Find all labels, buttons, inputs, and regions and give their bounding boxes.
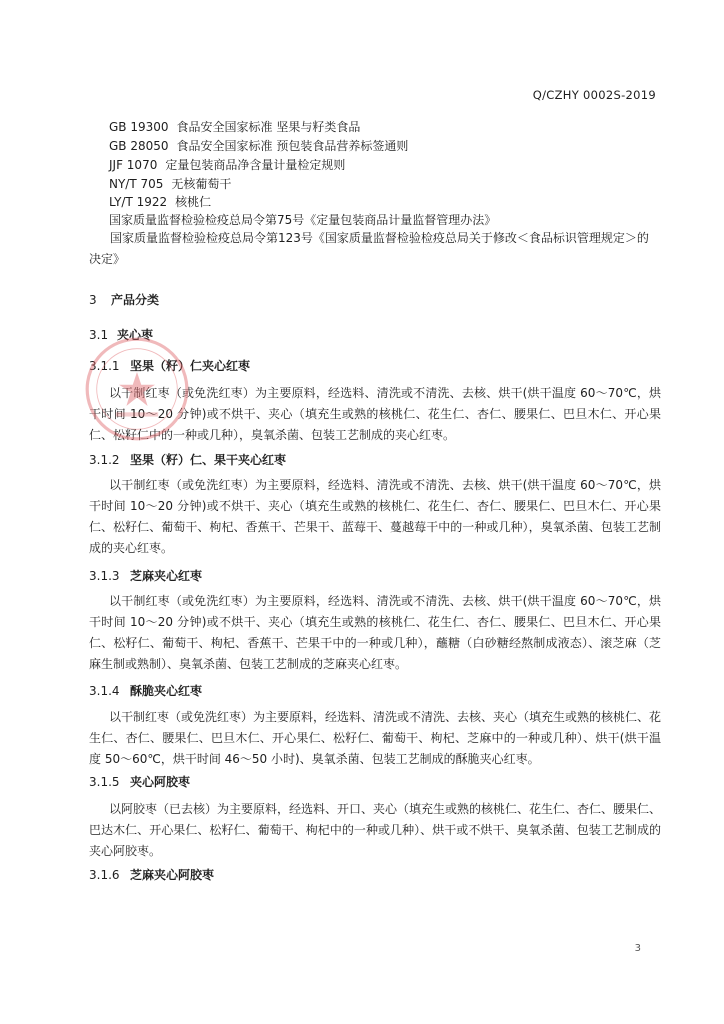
clause-number: 3.1.4 [89,684,120,698]
company-seal-stamp [84,336,190,442]
clause-title: 坚果（籽）仁夹心红枣 [130,359,251,373]
section-title: 产品分类 [111,293,160,307]
clause-title: 芝麻夹心阿胶枣 [130,868,215,882]
seal-band [116,412,158,416]
document-code: Q/CZHY 0002S-2019 [532,88,656,102]
clause-body: 以干制红枣（或免洗红枣）为主要原料，经选料、清洗或不清洗、去核、烘干(烘干温度 60～70℃，烘干时间 10～20 分钟)或不烘干、夹心（填充生或熟的核桃仁、花生仁、杏仁、腰果仁、巴旦木仁、开心果仁、松籽仁、葡萄干、枸杞、香蕉干、芒果干、蓝莓干、蔓越莓干中的一种或几种），臭氧杀菌、包装工艺制成的夹心红枣。 [89,478,661,555]
clause-title: 夹心阿胶枣 [130,775,191,789]
reference-item [109,176,231,192]
reference-item [109,138,408,154]
section-heading [89,291,159,308]
reference-title: 食品安全国家标准 坚果与籽类食品 [176,120,361,134]
clause-heading [89,682,202,699]
section-number: 3 [89,293,97,307]
seal-star-icon [119,372,155,406]
clause-heading [89,866,214,883]
reference-code: GB 28050 [109,139,169,153]
clause-body: 以干制红枣（或免洗红枣）为主要原料，经选料、清洗或不清洗、去核、夹心（填充生或熟的核桃仁、花生仁、杏仁、腰果仁、巴旦木仁、开心果仁、松籽仁、葡萄干、枸杞、芝麻中的一种或几种）、烘干(烘干温度 50～60℃，烘干时间 46～50 小时)、臭氧杀菌、包装工艺制成的酥脆夹心红枣。 [89,710,662,766]
clause-number: 3.1.5 [89,775,120,789]
reference-title: 无核葡萄干 [171,177,232,191]
clause-title: 坚果（籽）仁、果干夹心红枣 [130,453,287,467]
clause-body: 以阿胶枣（已去核）为主要原料，经选料、开口、夹心（填充生或熟的核桃仁、花生仁、杏仁、腰果仁、巴达木仁、开心果仁、松籽仁、葡萄干、枸杞中的一种或几种）、烘干或不烘干、臭氧杀菌、包装工艺制成的夹心阿胶枣。 [89,802,662,858]
page-number: 3 [634,943,641,954]
clause-heading [89,451,286,468]
reference-item [109,194,211,210]
clause-number: 3.1.3 [89,569,120,583]
reference-title: 食品安全国家标准 预包装食品营养标签通则 [176,139,409,153]
reference-item [109,157,345,173]
reference-title: 定量包装商品净含量计量检定规则 [165,158,346,172]
reference-code: JJF 1070 [109,158,158,172]
subsection-title: 夹心枣 [117,328,154,342]
clause-body: 以干制红枣（或免洗红枣）为主要原料，经选料、清洗或不清洗、去核、烘干(烘干温度 60～70℃，烘干时间 10～20 分钟)或不烘干、夹心（填充生或熟的核桃仁、花生仁、杏仁、腰果仁、巴旦木仁、开心果仁、松籽仁、葡萄干、枸杞、香蕉干、芒果干中的一种或几种），蘸糖（白砂糖经熬制成液态）、滚芝麻（芝麻生制或熟制）、臭氧杀菌、包装工艺制成的芝麻夹心红枣。 [89,594,661,671]
decree-item: 国家质量监督检验检疫总局令第123号《国家质量监督检验检疫总局关于修改＜食品标识管理规定＞的决定》 [89,231,649,266]
clause-number: 3.1.1 [89,359,120,373]
reference-code: NY/T 705 [109,177,164,191]
reference-title: 核桃仁 [175,195,212,209]
clause-number: 3.1.2 [89,453,120,467]
clause-title: 酥脆夹心红枣 [130,684,203,698]
reference-code: GB 19300 [109,120,169,134]
reference-item [109,119,360,135]
clause-title: 芝麻夹心红枣 [130,569,203,583]
clause-heading [89,773,190,790]
clause-heading [89,567,202,584]
reference-code: LY/T 1922 [109,195,168,209]
clause-number: 3.1.6 [89,868,120,882]
clause-body: 以干制红枣（或免洗红枣）为主要原料，经选料、清洗或不清洗、去核、烘干(烘干温度 60～70℃，烘干时间 10～20 分钟)或不烘干、夹心（填充生或熟的核桃仁、花生仁、杏仁、腰果仁、巴旦木仁、开心果仁、松籽仁中的一种或几种），臭氧杀菌、包装工艺制成的夹心红枣。 [89,386,661,442]
decree-item: 国家质量监督检验检疫总局令第75号《定量包装商品计量监督管理办法》 [109,213,497,227]
subsection-number: 3.1 [89,328,109,342]
